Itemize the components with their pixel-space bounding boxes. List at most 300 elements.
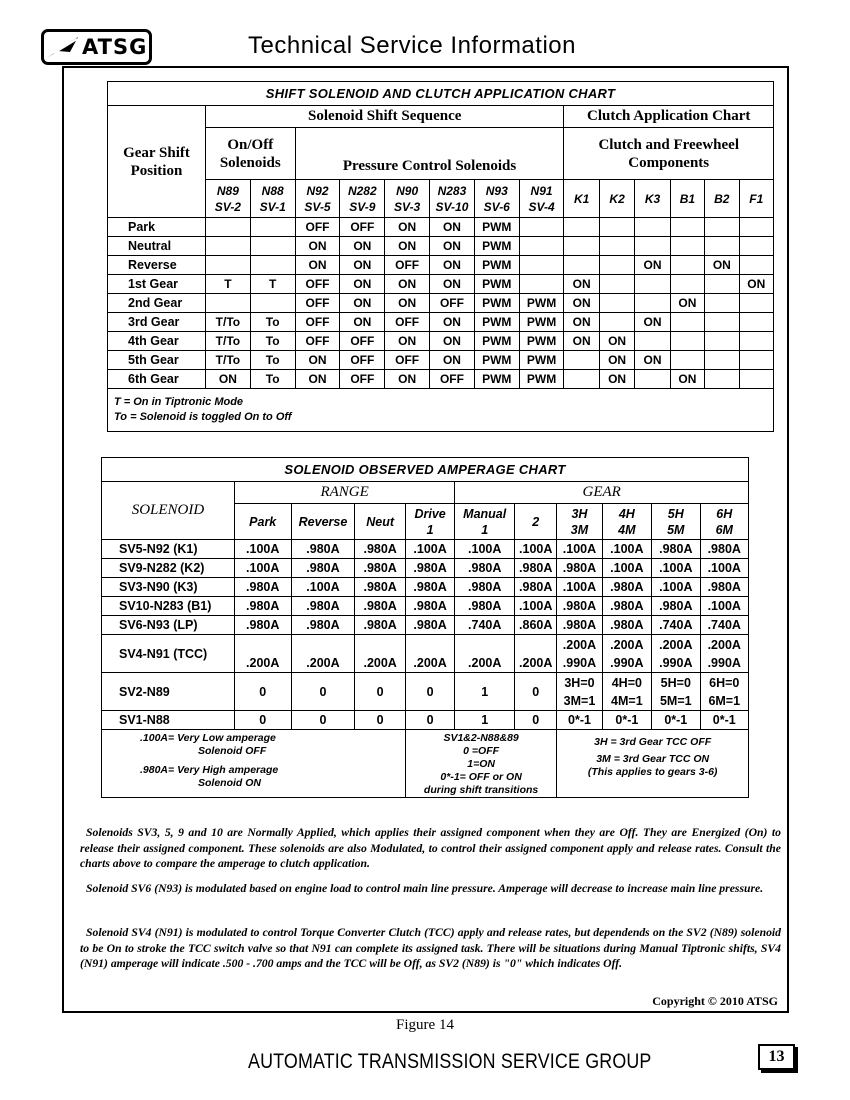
amperage-cell: .980A — [700, 578, 749, 597]
column-header-top: 4H — [618, 506, 635, 521]
amperage-cell: .980A — [405, 578, 454, 597]
solenoid-name: N282 — [347, 183, 377, 198]
amperage-cell: .980A — [602, 616, 651, 635]
table-cell: OFF — [340, 370, 385, 389]
legend-sv1-sv2: SV1&2-N88&89 — [443, 732, 519, 744]
table-cell: PWM — [519, 294, 564, 313]
table-cell — [705, 237, 739, 256]
table-cell: T — [205, 275, 250, 294]
gear-position-label: Neutral — [108, 237, 206, 256]
table-row — [108, 275, 774, 294]
gear-position-label: 4th Gear — [108, 332, 206, 351]
table-cell — [705, 332, 739, 351]
table-cell — [599, 256, 634, 275]
table-cell — [205, 294, 250, 313]
amperage-bottom: .990A — [610, 655, 644, 670]
amperage-cell: .100A — [602, 559, 651, 578]
solenoid-col-header — [385, 180, 430, 218]
amperage-cell: .100A — [700, 597, 749, 616]
table-cell — [564, 218, 599, 237]
table-cell: PWM — [474, 237, 519, 256]
table-cell: ON — [295, 237, 340, 256]
table-cell: ON — [385, 237, 430, 256]
table-cell — [564, 351, 599, 370]
table-row — [108, 256, 774, 275]
table-cell — [705, 370, 739, 389]
amperage-cell: .200A — [234, 635, 291, 673]
amperage-cell: .980A — [405, 597, 454, 616]
table-cell — [739, 256, 773, 275]
amperage-cell: .980A — [291, 540, 355, 559]
shift-solenoid-clutch-chart — [107, 81, 774, 432]
table-row — [102, 616, 749, 635]
table-cell: ON — [635, 313, 670, 332]
solenoid-col-header — [205, 180, 250, 218]
table-cell: ON — [295, 256, 340, 275]
table-cell: OFF — [295, 275, 340, 294]
copyright: Copyright © 2010 ATSG — [652, 994, 778, 1008]
amperage-cell: .100A — [291, 578, 355, 597]
amperage-bottom: 5M=1 — [659, 693, 692, 708]
legend-solenoid-off: Solenoid OFF — [198, 745, 267, 757]
table-cell — [599, 275, 634, 294]
table-row — [108, 294, 774, 313]
table-cell — [739, 237, 773, 256]
column-header-top: 3H — [571, 506, 588, 521]
amperage-cell: 0 — [405, 673, 454, 711]
amperage-top: 3H=0 — [564, 675, 595, 690]
amperage-cell: 0*-1 — [652, 711, 700, 730]
amperage-cell — [602, 673, 651, 711]
table-cell: OFF — [340, 218, 385, 237]
table-cell — [250, 294, 295, 313]
table-cell: ON — [430, 351, 475, 370]
column-header — [234, 504, 291, 540]
table-cell: ON — [564, 275, 599, 294]
table-cell: To — [250, 351, 295, 370]
table-cell — [564, 256, 599, 275]
table-cell — [205, 256, 250, 275]
table-cell: OFF — [385, 351, 430, 370]
table-cell: ON — [430, 218, 475, 237]
table-cell — [739, 294, 773, 313]
table-cell: PWM — [519, 351, 564, 370]
table-cell: ON — [705, 256, 739, 275]
column-header — [557, 504, 602, 540]
table-cell: To — [250, 313, 295, 332]
table-cell — [739, 370, 773, 389]
amperage-cell: .980A — [700, 540, 749, 559]
amperage-cell: .980A — [602, 578, 651, 597]
amperage-bottom: 6M=1 — [708, 693, 741, 708]
table-cell — [205, 218, 250, 237]
solenoid-code: SV-9 — [349, 199, 376, 214]
table-cell: ON — [385, 294, 430, 313]
table-row — [102, 540, 749, 559]
legend-transitions: during shift transitions — [423, 784, 539, 796]
amperage-cell: .980A — [557, 559, 602, 578]
note-tiptronic: T = On in Tiptronic Mode — [114, 396, 244, 408]
amperage-cell: .100A — [234, 540, 291, 559]
chart1-title: SHIFT SOLENOID AND CLUTCH APPLICATION CHART — [108, 82, 774, 106]
column-header-top: 5H — [667, 506, 684, 521]
table-cell: ON — [340, 313, 385, 332]
column-header-top: Drive — [414, 506, 446, 521]
figure-caption: Figure 14 — [396, 1017, 454, 1033]
amperage-cell — [652, 635, 700, 673]
gear-position-label: 1st Gear — [108, 275, 206, 294]
solenoid-row-label: SV10-N283 (B1) — [102, 597, 235, 616]
amperage-cell — [700, 673, 749, 711]
chart2-title: SOLENOID OBSERVED AMPERAGE CHART — [102, 458, 749, 482]
amperage-cell — [557, 635, 602, 673]
solenoid-row-label: SV5-N92 (K1) — [102, 540, 235, 559]
solenoid-name: N283 — [437, 183, 467, 198]
amperage-cell: .100A — [652, 578, 700, 597]
table-cell: ON — [430, 313, 475, 332]
amperage-cell: .740A — [455, 616, 515, 635]
table-cell: OFF — [295, 332, 340, 351]
table-cell — [635, 237, 670, 256]
solenoid-row-label: SV1-N88 — [102, 711, 235, 730]
table-cell: PWM — [474, 256, 519, 275]
amperage-cell: .100A — [405, 540, 454, 559]
table-cell: ON — [340, 237, 385, 256]
page-header-title: Technical Service Information — [248, 32, 576, 59]
amperage-top: .200A — [659, 637, 693, 652]
amperage-cell: .740A — [652, 616, 700, 635]
component-col-header: B1 — [670, 180, 704, 218]
solenoid-header: SOLENOID — [102, 482, 235, 540]
table-cell: PWM — [474, 294, 519, 313]
range-header: RANGE — [234, 482, 454, 504]
amperage-cell: .100A — [602, 540, 651, 559]
amperage-cell — [602, 635, 651, 673]
table-cell: OFF — [340, 351, 385, 370]
amperage-cell: .980A — [291, 597, 355, 616]
table-cell: ON — [385, 275, 430, 294]
amperage-top: 6H=0 — [709, 675, 740, 690]
amperage-cell: .200A — [405, 635, 454, 673]
amperage-cell — [700, 635, 749, 673]
table-cell — [739, 332, 773, 351]
amperage-cell: .980A — [602, 597, 651, 616]
component-col-header: F1 — [739, 180, 773, 218]
table-cell — [519, 256, 564, 275]
table-cell — [250, 237, 295, 256]
logo-text: ATSG — [82, 35, 148, 59]
amperage-top: .200A — [707, 637, 741, 652]
table-cell: PWM — [519, 313, 564, 332]
column-header-bottom: 4M — [618, 522, 636, 537]
table-cell — [599, 218, 634, 237]
solenoid-row-label: SV4-N91 (TCC) — [102, 635, 235, 673]
chart1-notes — [108, 389, 774, 432]
amperage-bottom: .990A — [562, 655, 597, 670]
amperage-cell: .100A — [455, 540, 515, 559]
table-cell: T — [250, 275, 295, 294]
table-row — [108, 313, 774, 332]
amperage-cell: .980A — [355, 597, 405, 616]
table-cell: PWM — [519, 370, 564, 389]
table-row — [102, 597, 749, 616]
amperage-top: .200A — [562, 637, 597, 652]
column-header — [455, 504, 515, 540]
amperage-cell: .980A — [355, 540, 405, 559]
onoff-solenoids-header: On/Off Solenoids — [205, 128, 295, 180]
column-header-top: 6H — [716, 506, 733, 521]
amperage-cell: .980A — [557, 597, 602, 616]
table-cell: ON — [295, 370, 340, 389]
column-header-bottom: 1 — [426, 522, 434, 537]
table-cell: ON — [340, 294, 385, 313]
solenoid-col-header — [430, 180, 475, 218]
solenoid-code: SV-2 — [214, 199, 241, 214]
amperage-cell: .980A — [234, 578, 291, 597]
paragraph-normally-applied: Solenoids SV3, 5, 9 and 10 are Normally Applied, which applies their assigned component when they are Off. They are Energized (On) to release their assigned component. These solenoids are also Modulated, to control their assigned component apply and release rates. Consult the charts above to compare the amperage to clutch application. — [80, 826, 781, 870]
amperage-cell: .980A — [234, 616, 291, 635]
table-cell: ON — [670, 370, 704, 389]
legend-low-amp: .100A= Very Low amperage — [140, 732, 276, 744]
amperage-bottom: .990A — [659, 655, 693, 670]
amperage-cell: .980A — [355, 559, 405, 578]
column-header-bottom: 5M — [667, 522, 685, 537]
solenoid-shift-sequence-header: Solenoid Shift Sequence — [205, 106, 564, 128]
table-row — [108, 351, 774, 370]
table-cell — [250, 256, 295, 275]
legend-off-or-on: 0*-1= OFF or ON — [440, 771, 522, 783]
gear-legend — [557, 730, 749, 798]
solenoid-code: SV-10 — [435, 199, 469, 214]
paragraph-sv6: Solenoid SV6 (N93) is modulated based on engine load to control main line pressure. Amperage will decrease to increase main line pressure. — [86, 882, 764, 895]
solenoid-name: N90 — [396, 183, 419, 198]
amperage-cell: .100A — [515, 540, 557, 559]
amperage-cell: 0*-1 — [602, 711, 651, 730]
solenoid-code: SV-6 — [483, 199, 510, 214]
sv1-sv2-legend — [405, 730, 556, 798]
table-cell — [670, 313, 704, 332]
amperage-cell: .100A — [700, 559, 749, 578]
gear-position-label: 5th Gear — [108, 351, 206, 370]
table-cell: ON — [430, 237, 475, 256]
legend-applies: (This applies to gears 3-6) — [587, 766, 718, 778]
table-cell: ON — [599, 370, 634, 389]
solenoid-col-header — [250, 180, 295, 218]
table-cell — [705, 351, 739, 370]
solenoid-code: SV-4 — [528, 199, 555, 214]
table-cell: ON — [670, 294, 704, 313]
legend-solenoid-on: Solenoid ON — [198, 777, 261, 789]
amperage-cell: 0 — [355, 711, 405, 730]
clutch-freewheel-components-header: Clutch and Freewheel Components — [564, 128, 774, 180]
page-number: 13 — [758, 1044, 795, 1070]
amperage-cell: .980A — [652, 540, 700, 559]
solenoid-name: N92 — [306, 183, 329, 198]
solenoid-name: N89 — [216, 183, 239, 198]
solenoid-code: SV-3 — [394, 199, 421, 214]
amperage-cell: .980A — [652, 597, 700, 616]
table-cell: OFF — [295, 313, 340, 332]
table-cell — [599, 294, 634, 313]
amperage-cell: .980A — [455, 597, 515, 616]
table-cell — [519, 218, 564, 237]
table-row — [102, 559, 749, 578]
amperage-cell: .200A — [291, 635, 355, 673]
amperage-cell: .980A — [557, 616, 602, 635]
amperage-cell: .100A — [515, 597, 557, 616]
table-cell — [670, 218, 704, 237]
table-cell: ON — [564, 294, 599, 313]
table-cell: PWM — [474, 218, 519, 237]
column-header — [652, 504, 700, 540]
table-cell — [564, 370, 599, 389]
table-cell: ON — [340, 275, 385, 294]
column-header — [355, 504, 405, 540]
column-header-bottom: Reverse — [298, 514, 348, 529]
amperage-cell: 0 — [234, 673, 291, 711]
solenoid-col-header — [519, 180, 564, 218]
table-cell: OFF — [430, 294, 475, 313]
amperage-legend — [102, 730, 406, 798]
amperage-cell: .200A — [455, 635, 515, 673]
column-header — [700, 504, 749, 540]
gear-position-label: Park — [108, 218, 206, 237]
table-cell: ON — [564, 332, 599, 351]
solenoid-amperage-chart — [101, 457, 749, 798]
amperage-cell: 1 — [455, 711, 515, 730]
table-row — [108, 237, 774, 256]
table-cell: OFF — [295, 294, 340, 313]
table-cell: ON — [564, 313, 599, 332]
table-cell: OFF — [385, 256, 430, 275]
clutch-application-chart-header: Clutch Application Chart — [564, 106, 774, 128]
amperage-cell: .100A — [652, 559, 700, 578]
table-cell — [705, 218, 739, 237]
amperage-cell — [652, 673, 700, 711]
table-cell: ON — [340, 256, 385, 275]
amperage-cell: 0 — [515, 673, 557, 711]
table-cell — [670, 332, 704, 351]
paragraph-sv4: Solenoid SV4 (N91) is modulated to control Torque Converter Clutch (TCC) apply and release rates, but dependends on the SV2 (N89) solenoid to be On to stroke the TCC switch valve so that N91 can complete its assigned task. There will be situations during Manual Tiptronic shifts, SV4 (N91) amperage will indicate .500 - .700 amps and the TCC will be Off, as SV2 (N89) is "0" which indicates Off. — [80, 926, 781, 970]
table-row — [102, 578, 749, 597]
table-row — [108, 332, 774, 351]
table-cell: ON — [295, 351, 340, 370]
amperage-top: 4H=0 — [611, 675, 642, 690]
gear-header: GEAR — [455, 482, 749, 504]
table-cell: PWM — [519, 332, 564, 351]
table-cell: ON — [635, 351, 670, 370]
table-cell: ON — [430, 275, 475, 294]
amperage-cell: 0 — [291, 711, 355, 730]
table-cell — [635, 294, 670, 313]
component-col-header: K3 — [635, 180, 670, 218]
column-header — [291, 504, 355, 540]
swoosh-icon — [44, 32, 84, 62]
solenoid-name: N91 — [530, 183, 553, 198]
amperage-top: 5H=0 — [660, 675, 691, 690]
amperage-cell: .980A — [515, 578, 557, 597]
table-cell: ON — [205, 370, 250, 389]
table-cell: ON — [385, 332, 430, 351]
amperage-cell: .980A — [455, 559, 515, 578]
solenoid-name: N93 — [485, 183, 508, 198]
solenoid-row-label: SV9-N282 (K2) — [102, 559, 235, 578]
solenoid-row-label: SV3-N90 (K3) — [102, 578, 235, 597]
amperage-cell: .100A — [557, 578, 602, 597]
column-header-bottom: Park — [249, 514, 277, 529]
amperage-cell: 0 — [355, 673, 405, 711]
table-cell — [564, 237, 599, 256]
table-cell — [519, 275, 564, 294]
amperage-bottom: 3M=1 — [563, 693, 596, 708]
table-cell: ON — [385, 218, 430, 237]
table-cell: T/To — [205, 332, 250, 351]
legend-on: 1=ON — [467, 758, 495, 770]
gear-position-label: Reverse — [108, 256, 206, 275]
table-cell: ON — [385, 370, 430, 389]
table-cell — [635, 218, 670, 237]
solenoid-col-header — [340, 180, 385, 218]
table-cell: ON — [739, 275, 773, 294]
table-row — [102, 711, 749, 730]
table-cell — [599, 313, 634, 332]
solenoid-name: N88 — [261, 183, 284, 198]
table-cell — [519, 237, 564, 256]
column-header-bottom: 3M — [570, 522, 589, 537]
table-cell: PWM — [474, 313, 519, 332]
amperage-cell: 1 — [455, 673, 515, 711]
table-cell: OFF — [340, 332, 385, 351]
amperage-cell: 0*-1 — [700, 711, 749, 730]
amperage-cell: 0 — [234, 711, 291, 730]
gear-position-label: 2nd Gear — [108, 294, 206, 313]
table-cell — [670, 237, 704, 256]
note-toggled: To = Solenoid is toggled On to Off — [114, 411, 292, 423]
footer-text: AUTOMATIC TRANSMISSION SERVICE GROUP — [248, 1050, 652, 1073]
amperage-cell: 0 — [405, 711, 454, 730]
table-cell — [739, 218, 773, 237]
amperage-bottom: .990A — [707, 655, 741, 670]
amperage-cell: .980A — [455, 578, 515, 597]
amperage-cell — [557, 673, 602, 711]
table-cell — [670, 256, 704, 275]
table-cell — [205, 237, 250, 256]
gear-shift-position-header: Gear Shift Position — [108, 106, 206, 218]
table-cell: ON — [599, 351, 634, 370]
table-cell — [705, 313, 739, 332]
component-col-header: K2 — [599, 180, 634, 218]
legend-off: 0 =OFF — [463, 745, 500, 757]
table-cell — [635, 332, 670, 351]
table-cell — [635, 370, 670, 389]
table-cell — [739, 313, 773, 332]
table-cell: PWM — [474, 332, 519, 351]
amperage-cell: .980A — [355, 616, 405, 635]
amperage-top: .200A — [610, 637, 644, 652]
solenoid-code: SV-5 — [304, 199, 331, 214]
table-cell — [705, 294, 739, 313]
table-row — [102, 635, 749, 673]
gear-position-label: 6th Gear — [108, 370, 206, 389]
solenoid-row-label: SV2-N89 — [102, 673, 235, 711]
amperage-cell: .200A — [355, 635, 405, 673]
table-row — [108, 218, 774, 237]
component-col-header: B2 — [705, 180, 739, 218]
table-cell: OFF — [385, 313, 430, 332]
amperage-cell: .980A — [405, 616, 454, 635]
solenoid-col-header — [474, 180, 519, 218]
solenoid-row-label: SV6-N93 (LP) — [102, 616, 235, 635]
